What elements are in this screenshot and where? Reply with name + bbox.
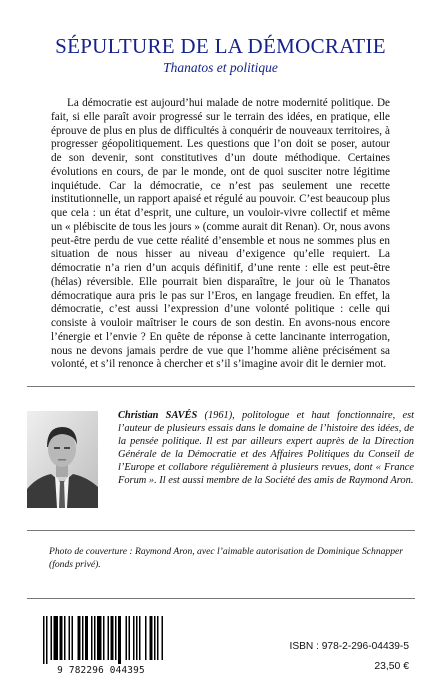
author-name: Christian SAVÉS	[118, 410, 198, 421]
book-subtitle: Thanatos et politique	[163, 60, 278, 75]
photo-credit: Photo de couverture : Raymond Aron, avec l’aimable autorisation de Dominique Schnapper (fonds privé).	[49, 546, 404, 570]
barcode-digits: 9 782296 044395	[57, 665, 145, 676]
barcode-image	[37, 616, 167, 664]
isbn-number: ISBN : 978-2-296-04439-5	[289, 641, 409, 652]
author-photo	[27, 411, 98, 508]
author-bio-text: (1961), politologue et haut fonctionnaire, est l’auteur de plusieurs essais dans le domaine de l’histoire des idées, de la pensée politique. Il est par ailleurs expert auprès de la Direction Générale de la Démocratie et des Affaires Politiques du Conseil de l’Europe et collabore régulièrement à plusieurs revues, dont « France Forum ». Il est aussi membre de la Société des amis de Raymond Aron.	[118, 410, 414, 487]
author-bio	[118, 409, 414, 488]
book-title: SÉPULTURE DE LA DÉMOCRATIE	[55, 34, 386, 58]
divider-top	[27, 386, 415, 387]
divider-bottom	[27, 598, 415, 599]
blurb-text	[51, 97, 390, 372]
author-portrait-image	[27, 411, 98, 508]
divider-middle	[27, 530, 415, 531]
blurb-paragraph: La démocratie est aujourd’hui malade de notre modernité politique. De fait, si elle paraît avoir progressé sur le terrain des idées, en pratique, elle éprouve de plus en plus de difficultés à conquérir de nouveaux territoires, à progresser géopolitiquement. Les questions que l’on doit se poser, autour de son devenir, sont constitutives d’un doute méthodique. Certaines évolutions en cours, de par le monde, ont de quoi susciter notre légitime inquiétude. Car la démocratie, ce n’est pas seulement une recette institutionnelle, un rapport apaisé et régulé au pouvoir. C’est beaucoup plus que cela : un état d’esprit, une culture, un vouloir-vivre collectif et même un « plébiscite de tous les jours » (comme aurait dit Renan). Or, nous avons peut-être perdu de vue cette réalité d’ensemble et nous ne sommes plus en situation de nous hisser au niveau d’exigence qu’elle requiert. La démocratie n’a rien d’un acquis définitif, d’une rente : elle est peut-être (hélas) réversible. Elle pourrait bien disparaître, le jour où le Thanatos démocratique aura pris le pas sur l’Eros, en langage freudien. En effet, la démocratie, c’est aussi l’expression d’une volonté politique : celle qui consiste à vouloir maîtriser le cours de son destin. En avons-nous encore l’énergie et l’envie ? En quête de réponse à cette lancinante interrogation, nous ne devons jamais perdre de vue que l’homme aliène précisément sa volonté, et s’il renonce à chercher et s’il s’imagine avoir dit le dernier mot.	[51, 97, 390, 371]
book-price: 23,50 €	[374, 661, 409, 672]
